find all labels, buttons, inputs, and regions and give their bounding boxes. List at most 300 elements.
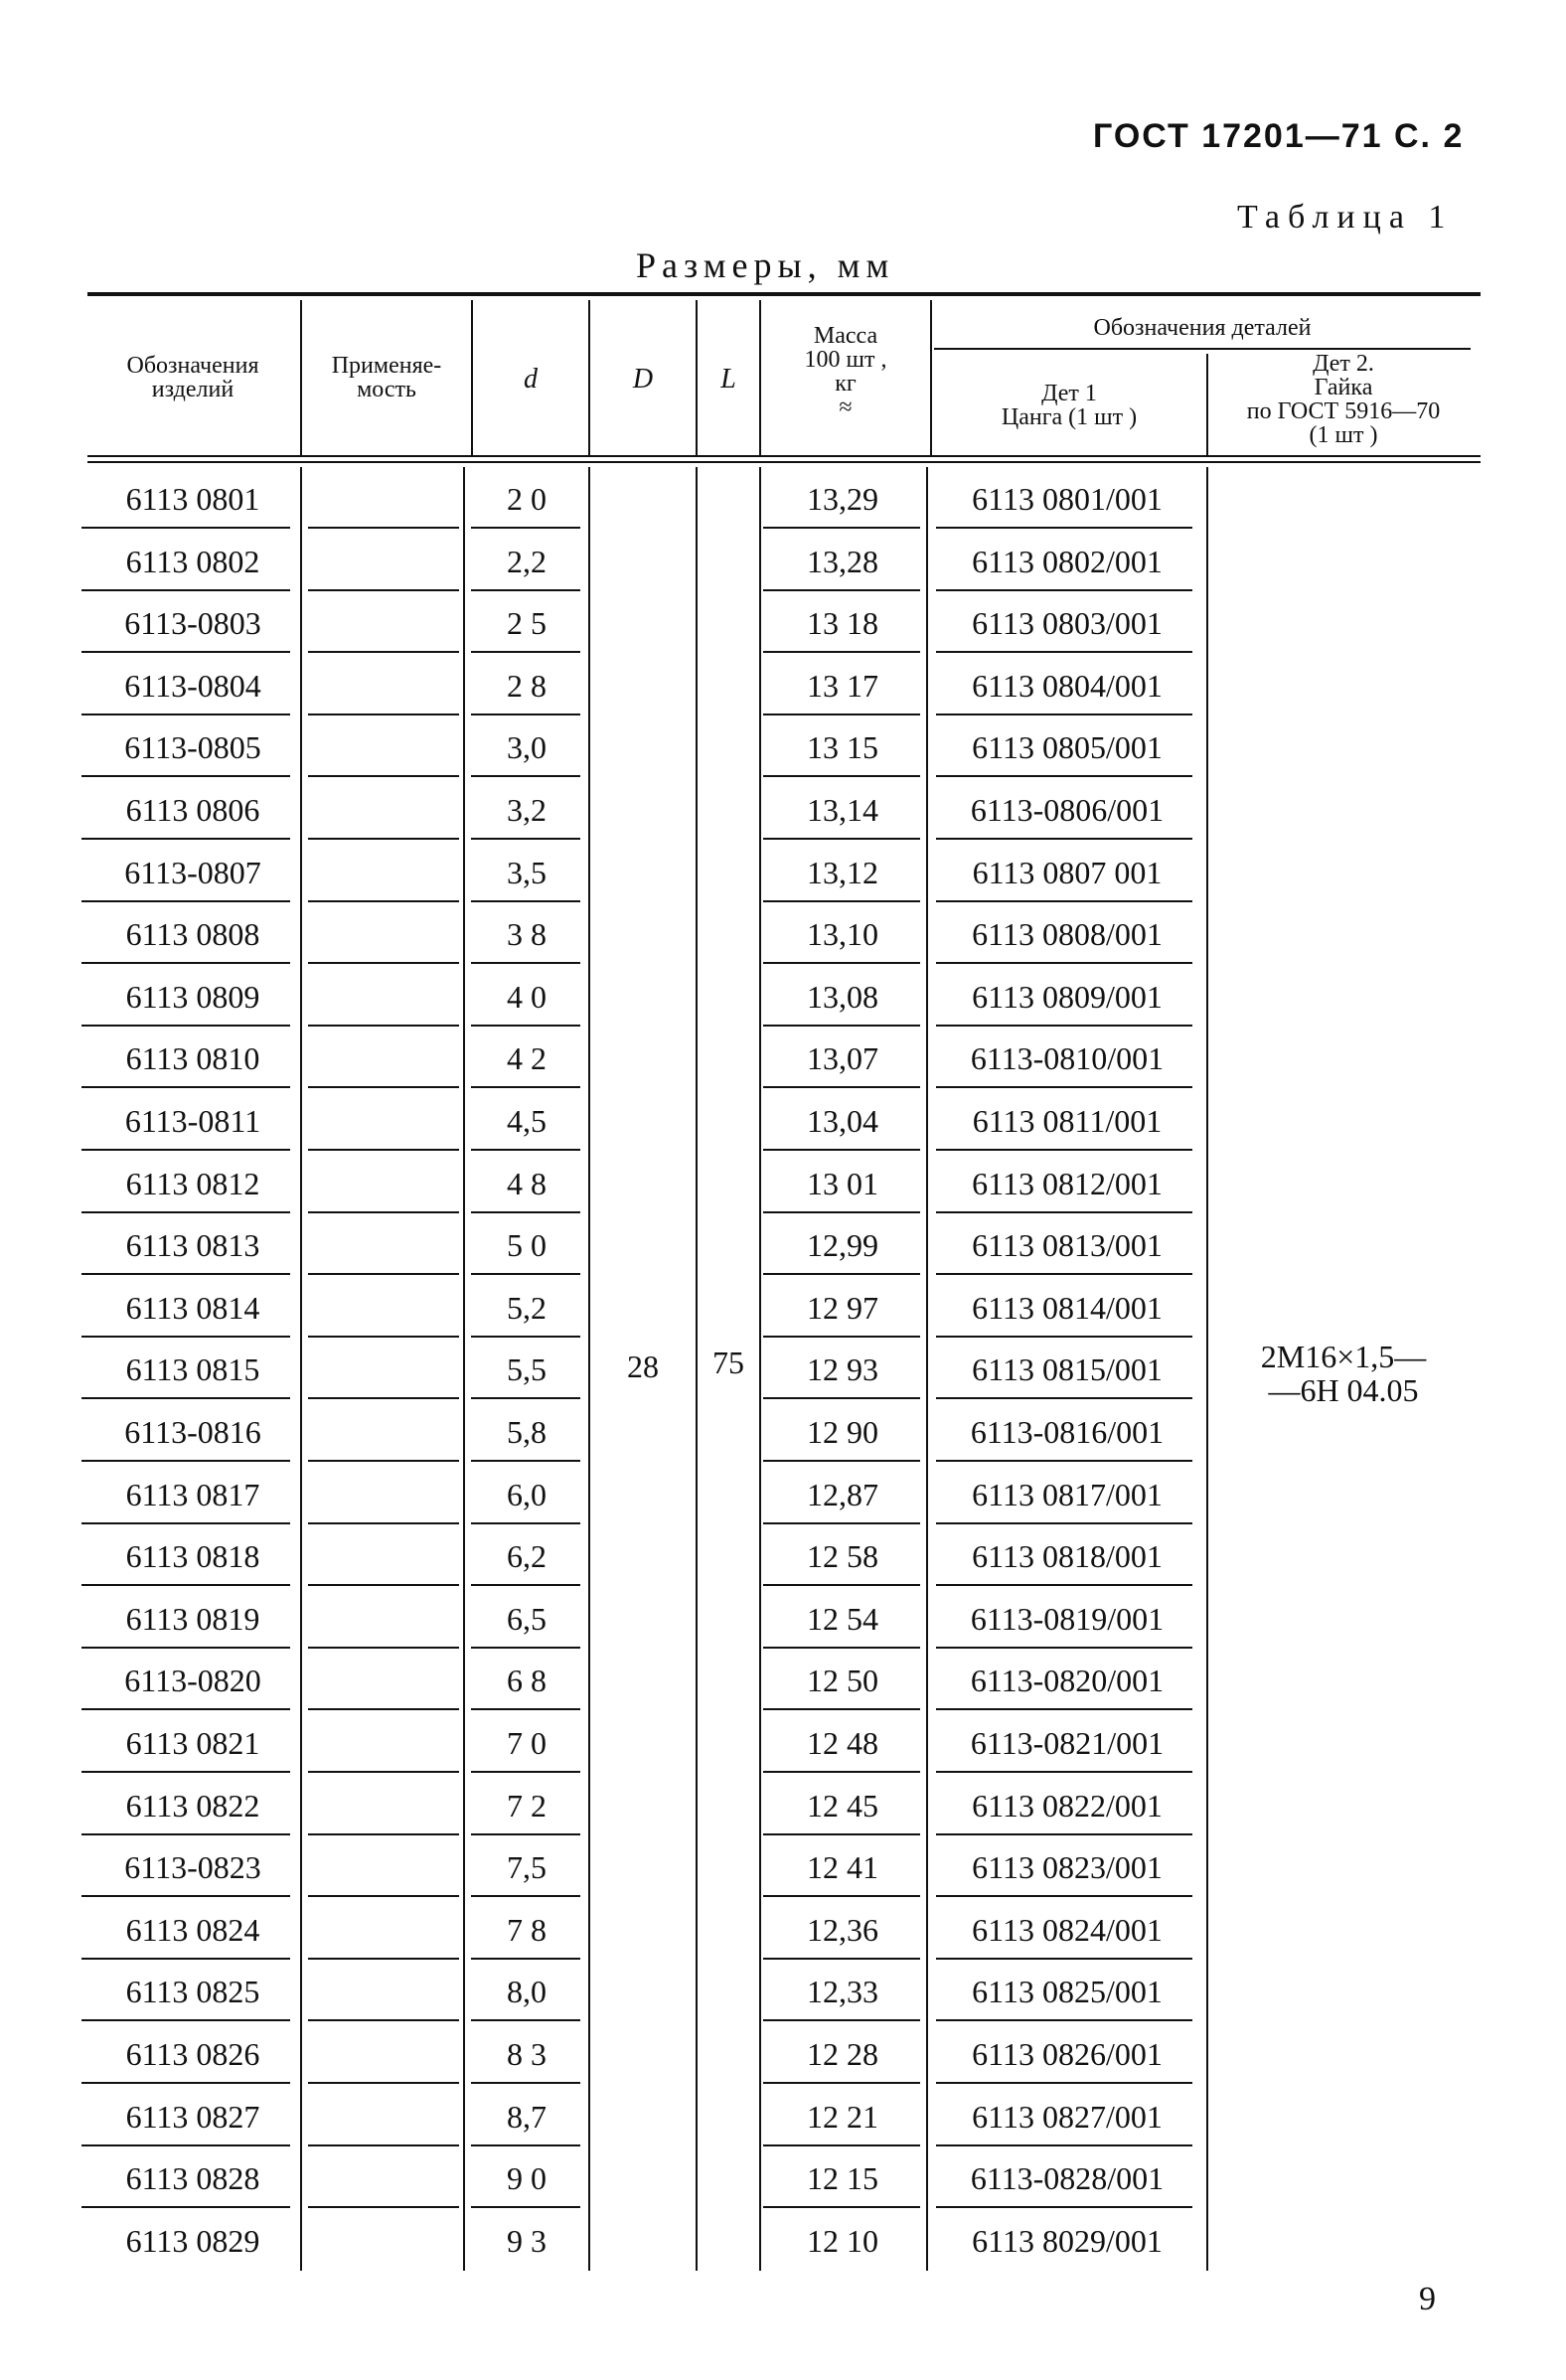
cell-part1: 6113-0819/001: [970, 1600, 1165, 1637]
cell-mass: 13,29: [807, 481, 878, 517]
cell-part1: 6113 0807 001: [972, 854, 1163, 890]
cell-d: 7 8: [507, 1911, 547, 1948]
cell-underline: [763, 1833, 920, 1835]
cell-applicability: [304, 973, 459, 1021]
cell-d: 7 0: [507, 1725, 547, 1761]
cell-underline: [308, 1460, 459, 1462]
cell-underline: [763, 2019, 920, 2021]
cell-designation: 6113 0812: [125, 1165, 260, 1201]
cell-applicability: [304, 1968, 459, 2015]
cell-applicability: [304, 2093, 459, 2141]
cell-mass: 12 58: [807, 1538, 878, 1575]
cell-underline: [308, 589, 459, 591]
cell-underline: [763, 1708, 920, 1710]
cell-applicability: [304, 849, 459, 896]
cell-underline: [936, 1708, 1192, 1710]
cell-underline: [936, 2206, 1192, 2208]
cell-underline: [936, 2144, 1192, 2146]
table-label: Таблица 1: [1237, 199, 1454, 236]
cell-mass: 12 15: [807, 2160, 878, 2197]
cell-underline: [936, 1584, 1192, 1586]
cell-underline: [471, 2019, 580, 2021]
table-row: [0, 910, 1566, 972]
cell-underline: [763, 589, 920, 591]
cell-mass: 13 15: [807, 729, 878, 766]
cell-underline: [308, 1211, 459, 1213]
table-row: [0, 786, 1566, 848]
cell-mass: 13 01: [807, 1165, 878, 1201]
cell-underline: [936, 2019, 1192, 2021]
cell-underline: [308, 962, 459, 964]
cell-underline: [308, 1025, 459, 1027]
cell-designation: 6113 0806: [125, 792, 260, 828]
table-row: [0, 1160, 1566, 1221]
cell-d: 8,7: [507, 2098, 547, 2135]
cell-underline: [936, 1086, 1192, 1088]
header-bottom-rule-2: [87, 461, 1481, 463]
cell-underline: [763, 1397, 920, 1399]
cell-part1: 6113 0811/001: [972, 1103, 1163, 1139]
cell-d: 5,5: [507, 1351, 547, 1388]
cell-d: 2 0: [507, 481, 547, 517]
cell-underline: [471, 2082, 580, 2084]
table-row: [0, 1906, 1566, 1968]
cell-designation: 6113 0810: [125, 1040, 260, 1077]
cell-mass: 12 93: [807, 1351, 878, 1388]
cell-underline: [81, 1397, 290, 1399]
cell-designation: 6113 0801: [125, 481, 260, 517]
col-header-mass: Масса 100 шт , кг ≈: [804, 323, 887, 420]
cell-underline: [81, 1336, 290, 1338]
cell-underline: [763, 1895, 920, 1897]
cell-underline: [81, 1025, 290, 1027]
table-row: [0, 475, 1566, 537]
cell-mass: 13,28: [807, 543, 878, 579]
cell-underline: [471, 900, 580, 902]
cell-designation: 6113 0821: [125, 1725, 260, 1761]
col-header-part1: Дет 1 Цанга (1 шт ): [1001, 381, 1138, 430]
cell-underline: [308, 1647, 459, 1649]
cell-mass: 12 45: [807, 1787, 878, 1824]
cell-mass: 13,04: [807, 1103, 878, 1139]
cell-designation: 6113-0805: [124, 729, 261, 766]
cell-underline: [936, 1460, 1192, 1462]
cell-underline: [308, 2144, 459, 2146]
cell-underline: [936, 1397, 1192, 1399]
cell-underline: [471, 2206, 580, 2208]
cell-mass: 13 18: [807, 605, 878, 642]
cell-underline: [81, 1273, 290, 1275]
cell-underline: [763, 1584, 920, 1586]
cell-designation: 6113 0824: [125, 1911, 260, 1948]
cell-underline: [471, 1397, 580, 1399]
cell-underline: [81, 838, 290, 840]
cell-d: 3,2: [507, 792, 547, 828]
cell-underline: [471, 962, 580, 964]
cell-underline: [471, 1522, 580, 1524]
cell-underline: [308, 651, 459, 653]
cell-underline: [81, 2019, 290, 2021]
table-row: [0, 1719, 1566, 1781]
cell-underline: [763, 714, 920, 715]
cell-part1: 6113 0803/001: [972, 605, 1163, 642]
table-row: [0, 2154, 1566, 2216]
header-vline-4: [696, 300, 698, 455]
cell-designation: 6113 0829: [125, 2222, 260, 2259]
cell-underline: [308, 1958, 459, 1960]
table-row: [0, 973, 1566, 1034]
cell-underline: [81, 1086, 290, 1088]
cell-applicability: [304, 2217, 459, 2265]
cell-d: 5 0: [507, 1227, 547, 1264]
cell-part1: 6113 0808/001: [972, 916, 1163, 953]
cell-applicability: [304, 1532, 459, 1580]
cell-d: 6 8: [507, 1663, 547, 1699]
cell-d: 4 0: [507, 978, 547, 1015]
parts-group-rule: [934, 348, 1471, 350]
cell-d: 5,8: [507, 1414, 547, 1450]
cell-underline: [936, 1149, 1192, 1151]
cell-mass: 12 90: [807, 1414, 878, 1450]
page-number: 9: [1419, 2281, 1436, 2317]
col-header-applicability: Применяе- мость: [331, 353, 442, 402]
cell-underline: [936, 900, 1192, 902]
cell-underline: [763, 651, 920, 653]
col-header-L: L: [720, 364, 736, 395]
cell-underline: [471, 1460, 580, 1462]
header-vline-5: [759, 300, 761, 455]
table-row: [0, 1471, 1566, 1532]
cell-underline: [471, 1647, 580, 1649]
cell-part1: 6113 0802/001: [972, 543, 1163, 579]
cell-underline: [936, 1833, 1192, 1835]
cell-d: 2 5: [507, 605, 547, 642]
cell-part1: 6113-0828/001: [970, 2160, 1165, 2197]
cell-d: 6,2: [507, 1538, 547, 1575]
table-row: [0, 1657, 1566, 1718]
cell-underline: [471, 714, 580, 715]
cell-designation: 6113-0823: [124, 1849, 261, 1886]
cell-designation: 6113 0817: [125, 1476, 260, 1512]
cell-underline: [308, 2019, 459, 2021]
cell-applicability: [304, 1471, 459, 1518]
table-row: [0, 849, 1566, 910]
cell-underline: [763, 527, 920, 529]
cell-underline: [763, 1149, 920, 1151]
cell-d: 2 8: [507, 667, 547, 704]
cell-part1: 6113 0823/001: [972, 1849, 1163, 1886]
cell-applicability: [304, 1657, 459, 1704]
cell-underline: [81, 1833, 290, 1835]
cell-part1: 6113 0825/001: [972, 1974, 1163, 2010]
cell-underline: [308, 1273, 459, 1275]
cell-applicability: [304, 1284, 459, 1332]
cell-underline: [308, 775, 459, 777]
cell-underline: [471, 1584, 580, 1586]
cell-applicability: [304, 1906, 459, 1954]
merged-D-value: 28: [627, 1349, 659, 1384]
cell-part1: 6113 0813/001: [972, 1227, 1163, 1264]
cell-part1: 6113 0812/001: [972, 1165, 1163, 1201]
cell-underline: [471, 1336, 580, 1338]
cell-underline: [471, 1086, 580, 1088]
cell-applicability: [304, 1408, 459, 1456]
cell-d: 3,0: [507, 729, 547, 766]
cell-designation: 6113-0803: [124, 605, 261, 642]
cell-applicability: [304, 1160, 459, 1207]
table-row: [0, 662, 1566, 723]
cell-d: 2,2: [507, 543, 547, 579]
cell-underline: [936, 838, 1192, 840]
cell-underline: [471, 651, 580, 653]
table-row: [0, 599, 1566, 661]
cell-part1: 6113 0824/001: [972, 1911, 1163, 1948]
cell-applicability: [304, 662, 459, 710]
cell-d: 4 2: [507, 1040, 547, 1077]
cell-designation: 6113 0802: [125, 543, 260, 579]
cell-designation: 6113-0820: [124, 1663, 261, 1699]
cell-d: 8 3: [507, 2036, 547, 2072]
cell-part1: 6113 0822/001: [972, 1787, 1163, 1824]
cell-underline: [81, 2144, 290, 2146]
table-row: [0, 1782, 1566, 1843]
cell-underline: [763, 838, 920, 840]
cell-designation: 6113 0826: [125, 2036, 260, 2072]
cell-d: 3 8: [507, 916, 547, 953]
cell-underline: [763, 1025, 920, 1027]
cell-underline: [763, 775, 920, 777]
cell-designation: 6113 0825: [125, 1974, 260, 2010]
cell-underline: [81, 775, 290, 777]
cell-underline: [763, 1647, 920, 1649]
cell-applicability: [304, 1097, 459, 1145]
cell-underline: [471, 2144, 580, 2146]
cell-part1: 6113 0817/001: [972, 1476, 1163, 1512]
cell-underline: [308, 1336, 459, 1338]
cell-underline: [308, 714, 459, 715]
cell-underline: [308, 1708, 459, 1710]
cell-applicability: [304, 475, 459, 523]
cell-underline: [763, 2206, 920, 2208]
table-title: Размеры, мм: [636, 245, 895, 285]
cell-underline: [763, 900, 920, 902]
cell-underline: [763, 1460, 920, 1462]
table-row: [0, 723, 1566, 785]
cell-underline: [471, 1211, 580, 1213]
cell-mass: 13,14: [807, 792, 878, 828]
cell-d: 4 8: [507, 1165, 547, 1201]
table-row: [0, 1408, 1566, 1470]
cell-d: 7,5: [507, 1849, 547, 1886]
cell-underline: [81, 1149, 290, 1151]
cell-applicability: [304, 910, 459, 958]
merged-part2-value: 2М16×1,5— —6Н 04.05: [1260, 1339, 1427, 1408]
cell-part1: 6113-0820/001: [970, 1663, 1165, 1699]
cell-part1: 6113 0814/001: [972, 1289, 1163, 1326]
cell-underline: [308, 2206, 459, 2208]
cell-mass: 12,87: [807, 1476, 878, 1512]
cell-applicability: [304, 1595, 459, 1643]
cell-part1: 6113 0827/001: [972, 2098, 1163, 2135]
cell-underline: [81, 1958, 290, 1960]
cell-designation: 6113 0813: [125, 1227, 260, 1264]
cell-designation: 6113-0804: [124, 667, 261, 704]
cell-mass: 12 21: [807, 2098, 878, 2135]
cell-underline: [471, 838, 580, 840]
cell-underline: [471, 1833, 580, 1835]
merged-L-value: 75: [712, 1345, 744, 1380]
cell-d: 4,5: [507, 1103, 547, 1139]
cell-underline: [308, 527, 459, 529]
cell-mass: 12 50: [807, 1663, 878, 1699]
table-top-rule: [87, 292, 1481, 296]
cell-applicability: [304, 2154, 459, 2202]
header-vline-2: [471, 300, 473, 455]
cell-underline: [936, 589, 1192, 591]
document-header: ГОСТ 17201—71 С. 2: [1093, 117, 1465, 155]
cell-designation: 6113-0816: [124, 1414, 261, 1450]
cell-part1: 6113-0810/001: [970, 1040, 1165, 1077]
cell-underline: [81, 651, 290, 653]
cell-applicability: [304, 1221, 459, 1269]
cell-mass: 13 17: [807, 667, 878, 704]
cell-applicability: [304, 1034, 459, 1082]
cell-part1: 6113 0826/001: [972, 2036, 1163, 2072]
cell-applicability: [304, 538, 459, 585]
cell-mass: 12,99: [807, 1227, 878, 1264]
cell-mass: 12,33: [807, 1974, 878, 2010]
cell-part1: 6113 0809/001: [972, 978, 1163, 1015]
cell-d: 9 0: [507, 2160, 547, 2197]
cell-underline: [81, 1708, 290, 1710]
cell-underline: [81, 900, 290, 902]
cell-mass: 13,07: [807, 1040, 878, 1077]
table-row: [0, 1595, 1566, 1657]
cell-underline: [81, 589, 290, 591]
cell-underline: [308, 1522, 459, 1524]
header-vline-1: [300, 300, 302, 455]
header-vline-3: [588, 300, 590, 455]
cell-part1: 6113-0806/001: [970, 792, 1165, 828]
cell-underline: [81, 527, 290, 529]
cell-d: 6,0: [507, 1476, 547, 1512]
cell-underline: [81, 714, 290, 715]
cell-underline: [936, 1522, 1192, 1524]
cell-applicability: [304, 1782, 459, 1829]
cell-mass: 13,12: [807, 854, 878, 890]
cell-underline: [81, 2206, 290, 2208]
cell-underline: [936, 2082, 1192, 2084]
cell-underline: [763, 1958, 920, 1960]
cell-underline: [763, 1273, 920, 1275]
table-row: [0, 1532, 1566, 1594]
cell-underline: [81, 1771, 290, 1773]
cell-underline: [936, 714, 1192, 715]
cell-underline: [471, 1149, 580, 1151]
cell-underline: [308, 1833, 459, 1835]
cell-underline: [936, 1895, 1192, 1897]
cell-part1: 6113 0818/001: [972, 1538, 1163, 1575]
cell-underline: [471, 775, 580, 777]
cell-mass: 12 28: [807, 2036, 878, 2072]
table-row: [0, 1034, 1566, 1096]
col-header-part2: Дет 2. Гайка по ГОСТ 5916—70 (1 шт ): [1246, 351, 1441, 448]
cell-underline: [81, 1647, 290, 1649]
cell-underline: [763, 1211, 920, 1213]
cell-underline: [308, 1149, 459, 1151]
cell-part1: 6113 8029/001: [972, 2222, 1163, 2259]
table-row: [0, 1097, 1566, 1159]
cell-designation: 6113 0822: [125, 1787, 260, 1824]
cell-underline: [763, 1771, 920, 1773]
cell-underline: [936, 651, 1192, 653]
cell-d: 5,2: [507, 1289, 547, 1326]
cell-designation: 6113 0819: [125, 1600, 260, 1637]
cell-part1: 6113 0804/001: [972, 667, 1163, 704]
cell-underline: [308, 1584, 459, 1586]
table-row: [0, 2217, 1566, 2279]
cell-designation: 6113 0808: [125, 916, 260, 953]
cell-underline: [936, 527, 1192, 529]
cell-underline: [81, 1460, 290, 1462]
cell-designation: 6113 0818: [125, 1538, 260, 1575]
cell-mass: 13,08: [807, 978, 878, 1015]
cell-underline: [81, 1522, 290, 1524]
cell-d: 6,5: [507, 1600, 547, 1637]
cell-mass: 12 97: [807, 1289, 878, 1326]
cell-mass: 12 41: [807, 1849, 878, 1886]
cell-underline: [763, 1336, 920, 1338]
cell-underline: [308, 1771, 459, 1773]
cell-applicability: [304, 1719, 459, 1767]
cell-underline: [936, 962, 1192, 964]
cell-mass: 12,36: [807, 1911, 878, 1948]
cell-part1: 6113-0821/001: [970, 1725, 1165, 1761]
cell-mass: 12 48: [807, 1725, 878, 1761]
cell-underline: [471, 1895, 580, 1897]
cell-underline: [471, 1958, 580, 1960]
table-row: [0, 1968, 1566, 2029]
table-row: [0, 1284, 1566, 1346]
cell-underline: [763, 2082, 920, 2084]
cell-underline: [471, 1771, 580, 1773]
cell-designation: 6113 0815: [125, 1351, 260, 1388]
table-row: [0, 1843, 1566, 1905]
col-header-d: d: [524, 364, 538, 395]
cell-underline: [471, 1273, 580, 1275]
cell-underline: [936, 1336, 1192, 1338]
col-header-D: D: [632, 364, 654, 395]
cell-d: 7 2: [507, 1787, 547, 1824]
cell-underline: [936, 775, 1192, 777]
col-header-parts-group: Обозначения деталей: [1093, 315, 1312, 341]
cell-underline: [763, 1086, 920, 1088]
cell-designation: 6113 0827: [125, 2098, 260, 2135]
table-row: [0, 2030, 1566, 2092]
cell-underline: [308, 900, 459, 902]
cell-applicability: [304, 723, 459, 771]
cell-underline: [763, 962, 920, 964]
cell-underline: [936, 1211, 1192, 1213]
cell-designation: 6113-0807: [124, 854, 261, 890]
cell-underline: [763, 2144, 920, 2146]
cell-designation: 6113 0814: [125, 1289, 260, 1326]
cell-applicability: [304, 2030, 459, 2078]
cell-d: 9 3: [507, 2222, 547, 2259]
header-vline-7: [1206, 354, 1208, 455]
cell-underline: [81, 962, 290, 964]
cell-underline: [308, 2082, 459, 2084]
